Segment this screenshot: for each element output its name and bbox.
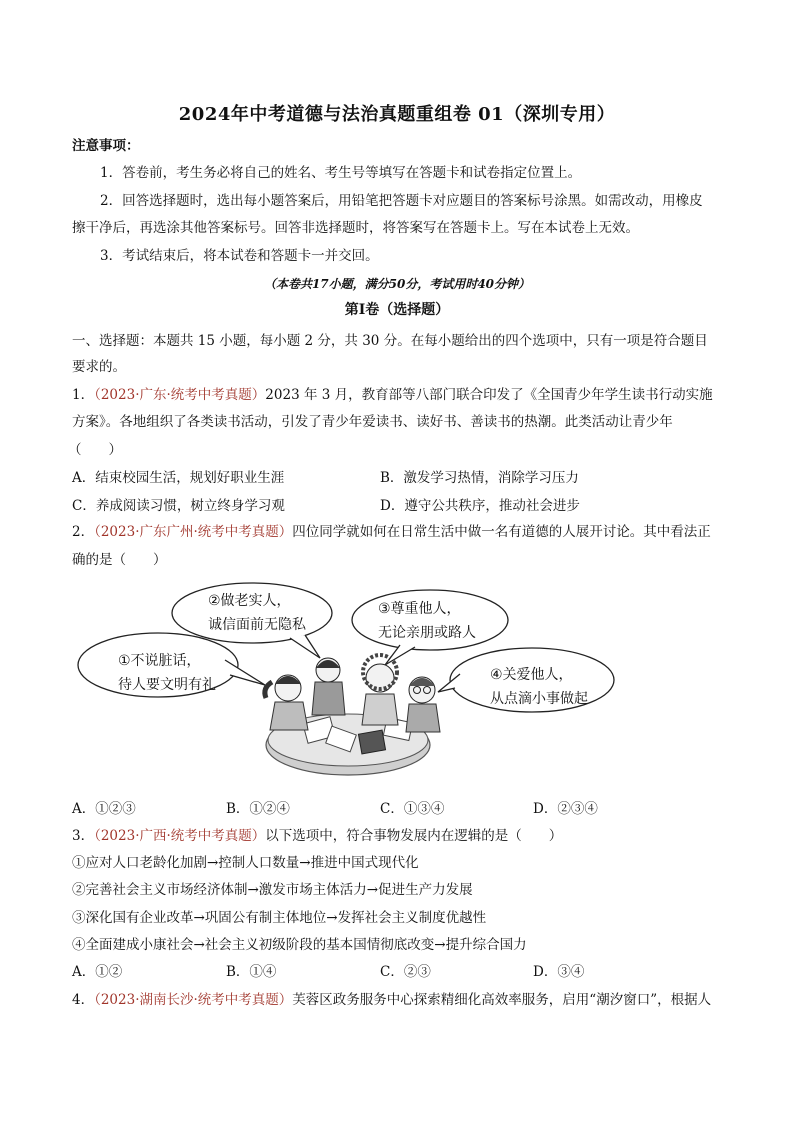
question-source: （2023·湖南长沙·统考中考真题） <box>94 992 293 1008</box>
notice-item-2-cont: 擦干净后，再选涂其他答案标号。回答非选择题时，将答案写在答题卡上。写在本试卷上无效。 <box>72 220 639 236</box>
exam-info: （本卷共17小题，满分50分，考试用时40分钟） <box>263 277 531 291</box>
q1-option-d[interactable]: D．遵守公共秩序，推动社会进步 <box>380 498 580 514</box>
q3-option-c[interactable]: C．②③ <box>380 964 431 980</box>
notice-item-1: 1．答卷前，考生务必将自己的姓名、考生号等填写在答题卡和试卷指定位置上。 <box>100 165 582 181</box>
q3-item-3: ③深化国有企业改革→巩固公有制主体地位→发挥社会主义制度优越性 <box>72 910 487 926</box>
notice-heading: 注意事项： <box>72 138 140 154</box>
bubble-3-line-2: 无论亲朋或路人 <box>378 625 476 641</box>
question-source: （2023·广西·统考中考真题） <box>94 828 266 844</box>
bubble-3-line-1: ③尊重他人， <box>378 601 461 617</box>
q3-option-d[interactable]: D．③④ <box>533 964 585 980</box>
q3-item-2: ②完善社会主义市场经济体制→激发市场主体活力→促进生产力发展 <box>72 882 473 898</box>
bubble-1-line-2: 待人要文明有礼 <box>118 677 216 693</box>
q2-option-a[interactable]: A．①②③ <box>72 801 136 817</box>
q3-option-a[interactable]: A．①② <box>72 964 123 980</box>
question-2-line-2: 确的是（ ） <box>72 552 167 568</box>
question-source: （2023·广东·统考中考真题） <box>94 387 266 403</box>
q1-option-b[interactable]: B．激发学习热情，消除学习压力 <box>380 470 579 486</box>
q1-option-a[interactable]: A．结束校园生活，规划好职业生涯 <box>72 470 285 486</box>
bubble-4-line-1: ④关爱他人， <box>490 667 573 683</box>
question-source: （2023·广东广州·统考中考真题） <box>94 524 293 540</box>
question-3-stem: 3．（2023·广西·统考中考真题）以下选项中，符合事物发展内在逻辑的是（ ） <box>72 828 563 844</box>
bubble-2-line-1: ②做老实人， <box>208 593 291 609</box>
question-1-line-1: 1．（2023·广东·统考中考真题）2023 年 3 月，教育部等八部门联合印发了《全国青少年学生读书行动实施 <box>72 387 713 403</box>
q2-option-b[interactable]: B．①②④ <box>226 801 290 817</box>
bubble-2-line-2: 诚信面前无隐私 <box>208 617 306 633</box>
page-title: 2024年中考道德与法治真题重组卷 01（深圳专用） <box>178 104 616 125</box>
q3-item-1: ①应对人口老龄化加剧→控制人口数量→推进中国式现代化 <box>72 855 419 871</box>
bubble-4-line-2: 从点滴小事做起 <box>490 691 588 707</box>
notice-item-3: 3．考试结束后，将本试卷和答题卡一并交回。 <box>100 248 379 264</box>
q1-option-c[interactable]: C．养成阅读习惯，树立终身学习观 <box>72 498 285 514</box>
section-intro-1: 一、选择题：本题共 15 小题，每小题 2 分，共 30 分。在每小题给出的四个选项中，只有一项是符合题目 <box>72 333 708 349</box>
q3-option-b[interactable]: B．①④ <box>226 964 277 980</box>
q3-item-4: ④全面建成小康社会→社会主义初级阶段的基本国情彻底改变→提升综合国力 <box>72 937 527 953</box>
section-title: 第Ⅰ卷（选择题） <box>344 302 450 318</box>
question-2-line-1: 2．（2023·广东广州·统考中考真题）四位同学就如何在日常生活中做一名有道德的人展开讨论。其中看法正 <box>72 524 711 540</box>
question-1-line-2: 方案》。各地组织了各类读书活动，引发了青少年爱读书、读好书、善读书的热潮。此类活动让青少年 <box>72 414 673 430</box>
notice-item-2: 2．回答选择题时，选出每小题答案后，用铅笔把答题卡对应题目的答案标号涂黑。如需改动，用橡皮 <box>100 193 703 209</box>
bubble-1-line-1: ①不说脏话， <box>118 653 201 669</box>
section-intro-2: 要求的。 <box>72 359 126 375</box>
question-4-line-1: 4．（2023·湖南长沙·统考中考真题）芙蓉区政务服务中心探索精细化高效率服务，启用“潮汐窗口”，根据人 <box>72 992 712 1008</box>
q2-option-c[interactable]: C．①③④ <box>380 801 445 817</box>
q2-option-d[interactable]: D．②③④ <box>533 801 598 817</box>
question-1-blank: （ ） <box>68 442 122 458</box>
